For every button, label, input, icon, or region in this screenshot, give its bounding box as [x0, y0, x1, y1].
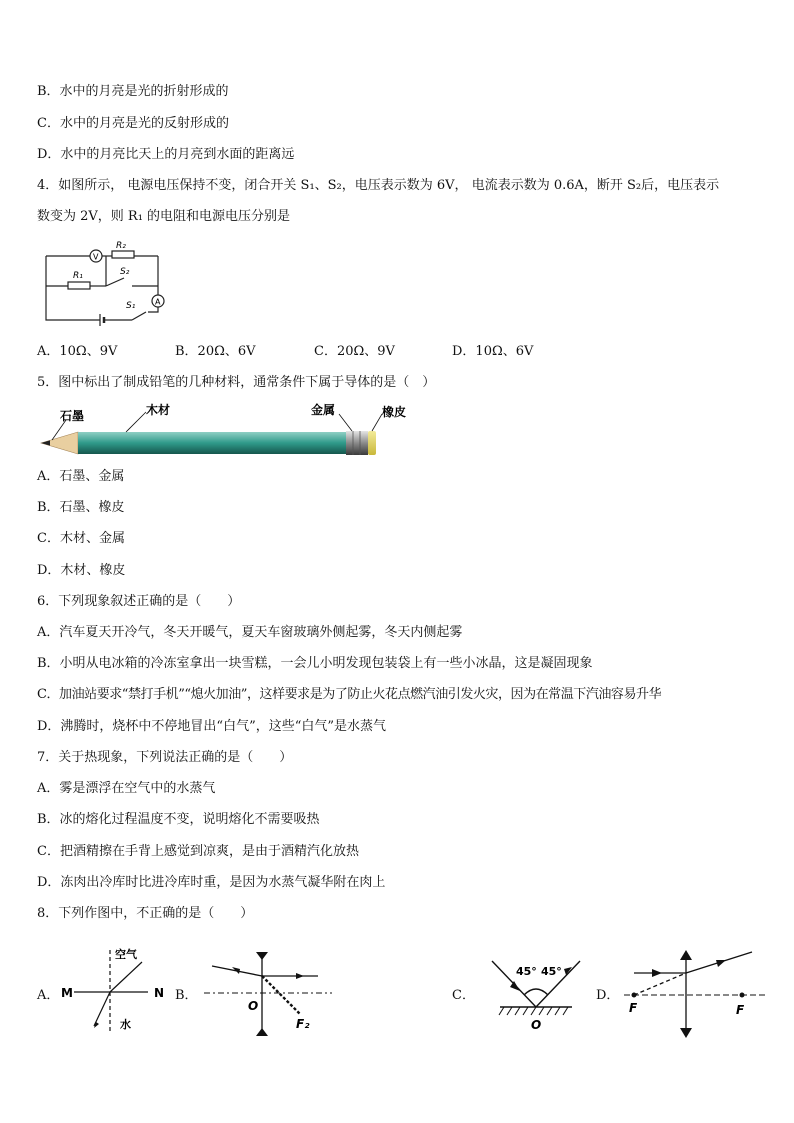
q7-option-a: A．雾是漂浮在空气中的水蒸气 — [37, 781, 216, 796]
q7-option-c: C．把酒精擦在手背上感觉到凉爽，是由于酒精汽化放热 — [37, 844, 359, 859]
q4-option-c: C．20Ω、9V — [314, 344, 395, 359]
q4-circuit-diagram — [40, 240, 170, 330]
q7-option-b: B．冰的熔化过程温度不变，说明熔化不需要吸热 — [37, 812, 320, 827]
label-water: 水 — [120, 1018, 131, 1031]
s2-label: S₂ — [120, 267, 130, 277]
label-angle-2: 45° — [541, 965, 562, 978]
r1-label: R₁ — [73, 271, 83, 281]
label-angle-1: 45° — [516, 965, 537, 978]
q5-option-c: C．木材、金属 — [37, 531, 125, 546]
q8-letter-c: C． — [452, 988, 475, 1003]
label-o: O — [248, 999, 259, 1013]
q8-letter-d: D． — [596, 988, 620, 1003]
q5-option-b: B．石墨、橡皮 — [37, 500, 125, 515]
voltmeter-symbol: V — [93, 252, 99, 262]
q5-stem: 5．图中标出了制成铅笔的几种材料，通常条件下属于导体的是（ ） — [37, 375, 436, 390]
q6-stem: 6．下列现象叙述正确的是（ ） — [37, 594, 241, 609]
q4-option-b: B．20Ω、6V — [175, 344, 256, 359]
q3-option-b: B．水中的月亮是光的折射形成的 — [37, 84, 229, 99]
q5-option-a: A．石墨、金属 — [37, 469, 125, 484]
q8-letter-b: B． — [175, 988, 198, 1003]
label-f2: F₂ — [296, 1017, 310, 1031]
q5-option-d: D．木材、橡皮 — [37, 563, 126, 578]
label-eraser: 橡皮 — [382, 405, 407, 419]
q6-option-d: D．沸腾时，烧杯中不停地冒出“白气”，这些“白气”是水蒸气 — [37, 719, 387, 734]
q3-option-d: D．水中的月亮比天上的月亮到水面的距离远 — [37, 147, 295, 162]
ammeter-symbol: A — [155, 297, 161, 307]
q3-option-c: C．水中的月亮是光的反射形成的 — [37, 116, 229, 131]
q4-stem-line2: 数变为 2V，则 R₁ 的电阻和电源电压分别是 — [37, 209, 291, 224]
label-graphite: 石墨 — [60, 409, 85, 423]
q6-option-b: B．小明从电冰箱的冷冻室拿出一块雪糕，一会儿小明发现包装袋上有一些小冰晶，这是凝固现象 — [37, 656, 593, 671]
label-m: M — [61, 986, 73, 1000]
s1-label: S₁ — [126, 301, 136, 311]
label-o-c: O — [531, 1018, 542, 1032]
label-n: N — [154, 986, 165, 1000]
q7-option-d: D．冻肉出冷库时比进冷库时重，是因为水蒸气凝华附在肉上 — [37, 875, 386, 890]
q6-option-c: C．加油站要求“禁打手机”“熄火加油”，这样要求是为了防止火花点燃汽油引发火灾，因为在常温下汽油容易升华 — [37, 687, 662, 702]
q6-option-a: A．汽车夏天开冷气，冬天开暖气，夏天车窗玻璃外侧起雾，冬天内侧起雾 — [37, 625, 463, 640]
label-metal: 金属 — [311, 403, 336, 417]
q8-figure-d — [620, 948, 770, 1040]
q8-stem: 8．下列作图中，不正确的是（ ） — [37, 906, 254, 921]
label-wood: 木材 — [146, 403, 171, 417]
q8-letter-a: A． — [37, 988, 60, 1003]
q5-pencil-figure — [36, 400, 426, 460]
r2-label: R₂ — [116, 241, 126, 251]
q8-figure-c — [486, 955, 596, 1035]
q4-option-d: D．10Ω、6V — [452, 344, 534, 359]
q8-figure-b — [200, 948, 340, 1040]
q7-stem: 7．关于热现象，下列说法正确的是（ ） — [37, 750, 293, 765]
label-f-left: F — [629, 1001, 638, 1015]
q8-figure-a — [58, 940, 170, 1035]
label-f-right: F — [736, 1003, 745, 1017]
q4-option-a: A．10Ω、9V — [37, 344, 118, 359]
q4-stem-line1: 4．如图所示， 电源电压保持不变，闭合开关 S₁、S₂，电压表示数为 6V， 电流表示数为 0.6A，断开 S₂后，电压表示 — [37, 178, 720, 193]
label-air: 空气 — [115, 948, 137, 961]
